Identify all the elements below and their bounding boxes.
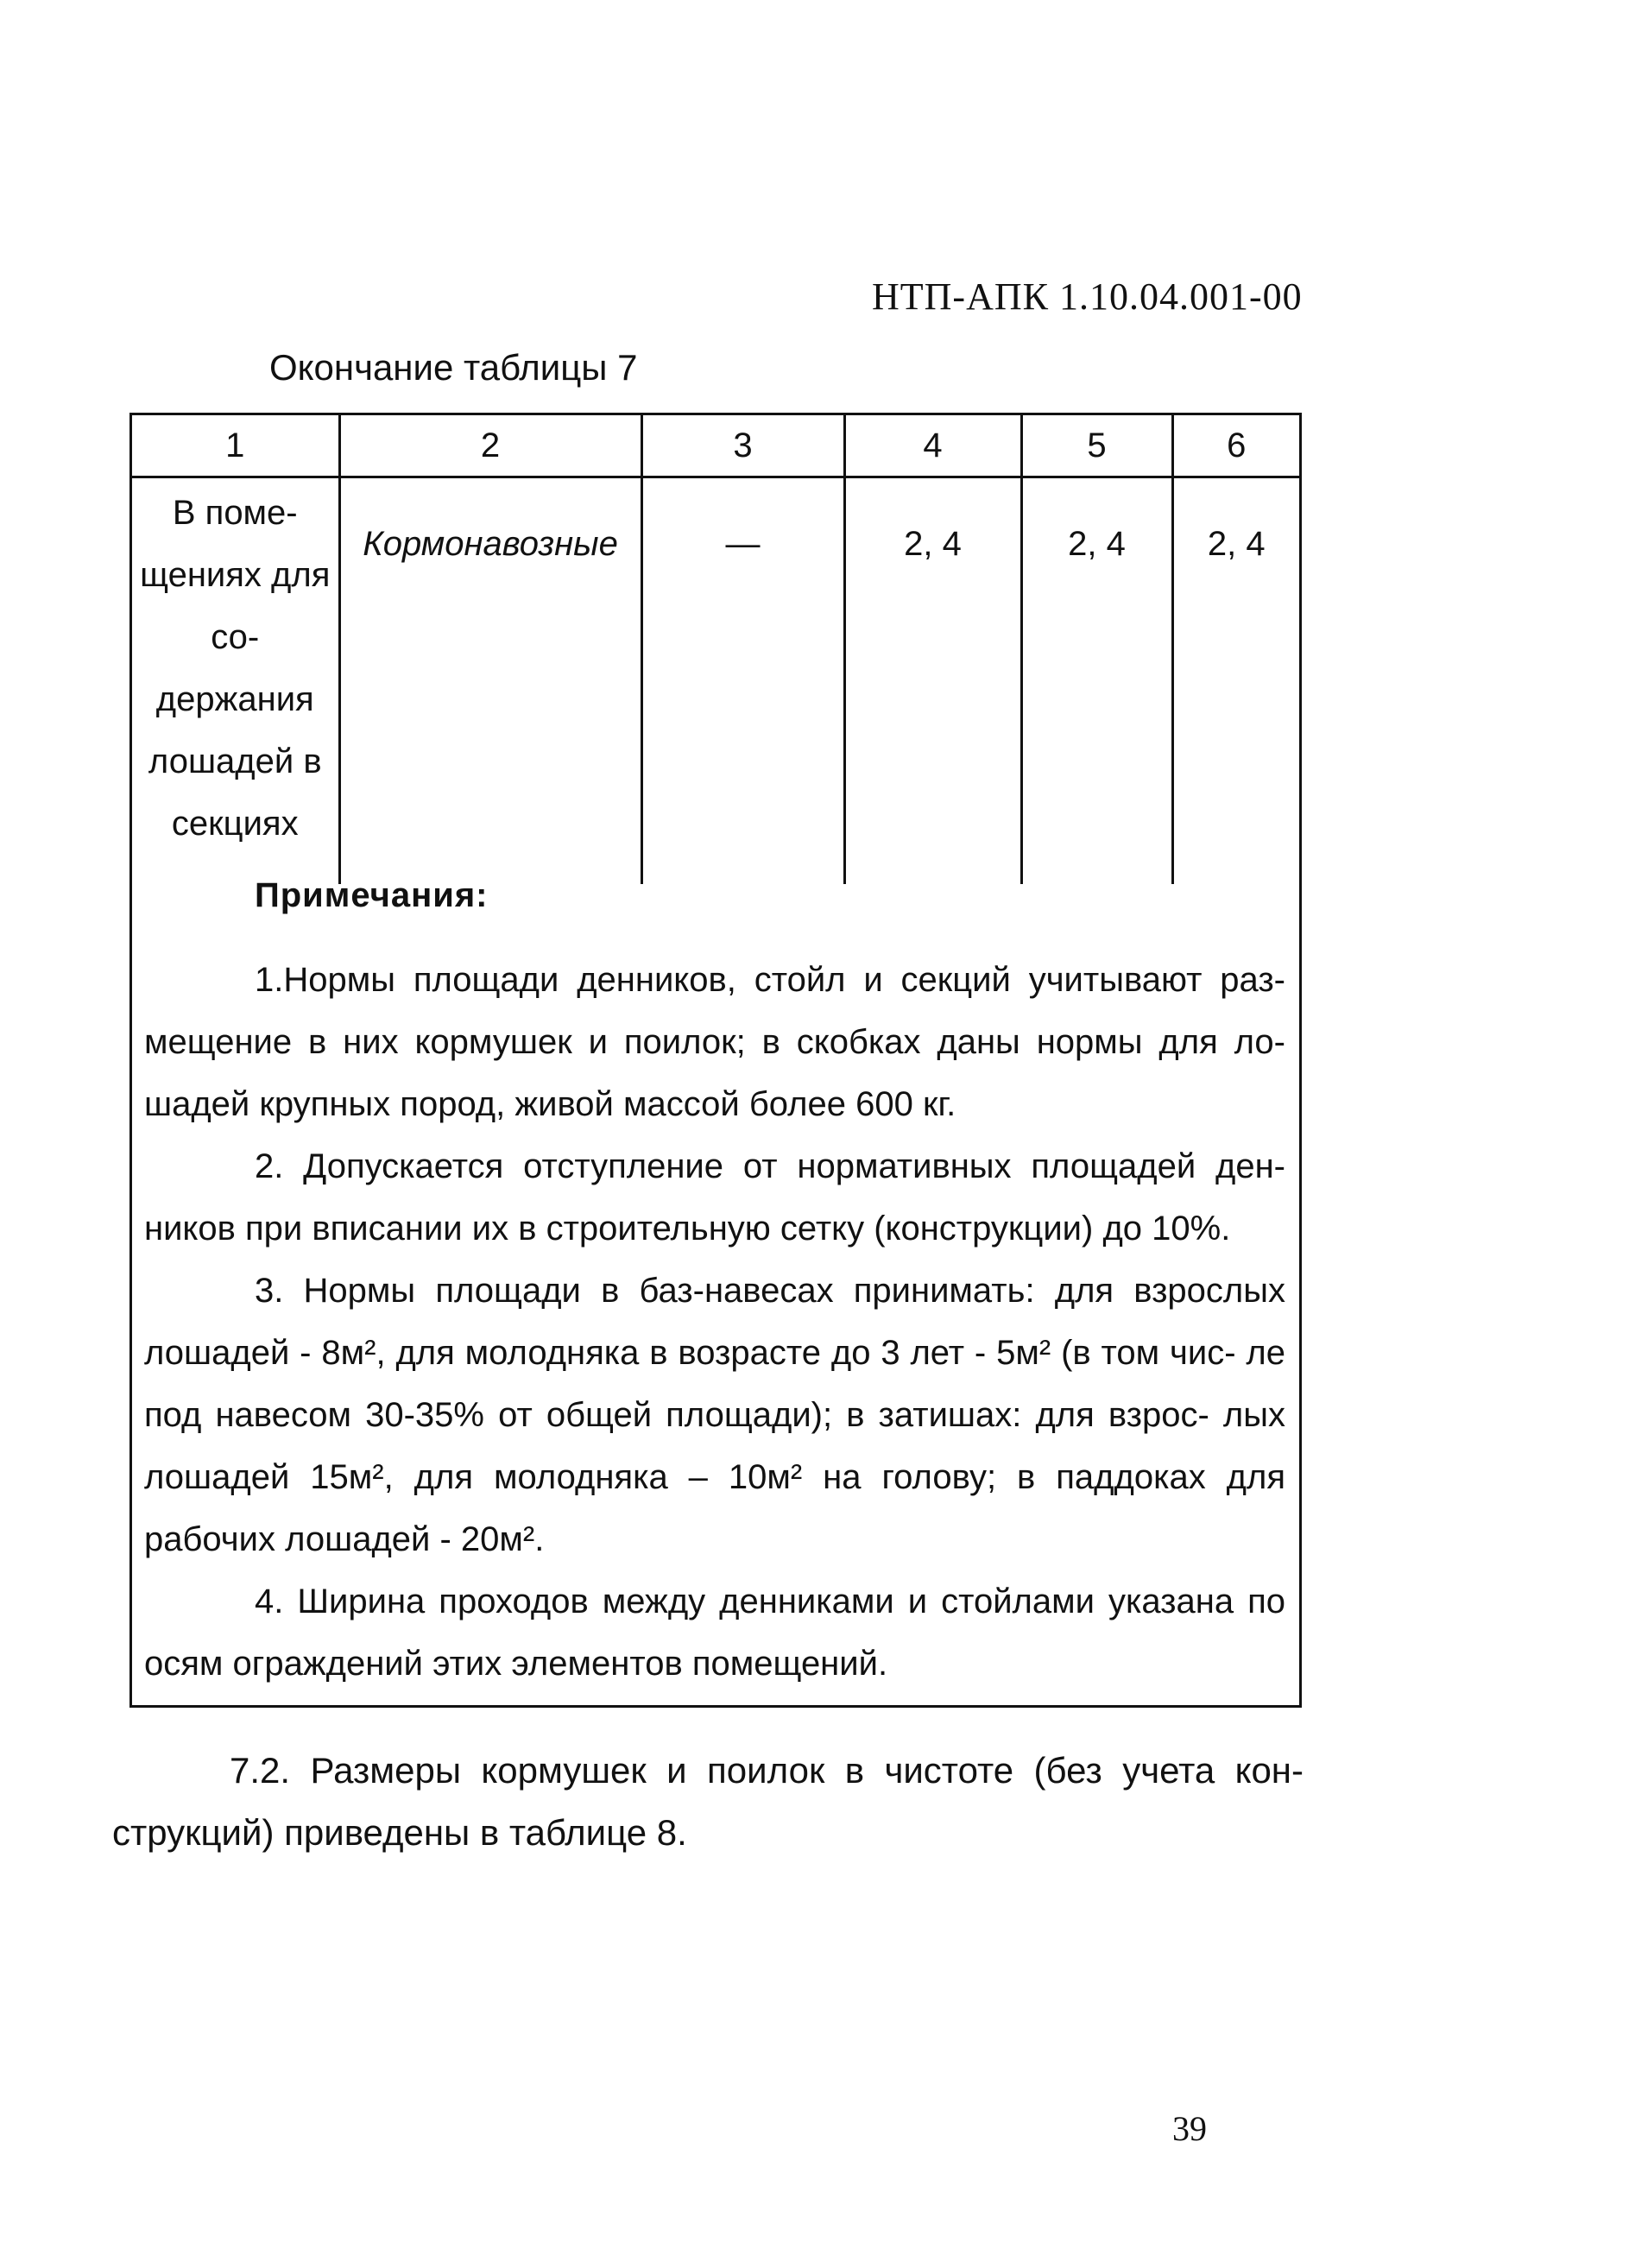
body-paragraph: 7.2. Размеры кормушек и поилок в чистоте (без учета кон- струкций) приведены в таблице 8.	[112, 1750, 1304, 1853]
column-header: 4	[844, 415, 1021, 477]
table-header-row	[132, 415, 1299, 477]
table-cell: 2, 4	[844, 477, 1021, 885]
note-item: 1.Нормы площади денников, стойл и секций учитывают раз- мещение в них кормушек и поилок; в скобках даны нормы для ло- шадей крупных пород, живой массой более 600 кг.	[144, 961, 1285, 1123]
note-item: 3. Нормы площади в баз-навесах принимать: для взрослых лошадей - 8м², для молодняка в возрасте до 3 лет - 5м² (в том чис- ле под навесом 30-35% от общей площади); в затишах: для взрос- лых лошадей 15м², для молодняка – 10м² на голову; в паддоках для рабочих лошадей - 20м².	[144, 1272, 1285, 1558]
column-header: 3	[641, 415, 844, 477]
table-container	[132, 415, 1299, 884]
column-header: 1	[132, 415, 339, 477]
table-caption: Окончание таблицы 7	[269, 347, 638, 388]
column-header: 5	[1021, 415, 1172, 477]
data-table	[132, 415, 1299, 884]
note-item: 4. Ширина проходов между денниками и стойлами указана по осям ограждений этих элементов помещений.	[144, 1583, 1285, 1683]
column-header: 2	[339, 415, 641, 477]
table-cell-place: В поме- щениях для со- держания лошадей в секциях	[132, 477, 339, 885]
table-cell-type: Кормонавозные	[339, 477, 641, 885]
page-number: 39	[1172, 2109, 1207, 2148]
notes-title: Примечания:	[255, 876, 489, 914]
table-cell: —	[641, 477, 844, 885]
table-row	[132, 477, 1299, 885]
notes-section	[144, 864, 1285, 1695]
table-cell: 2, 4	[1172, 477, 1299, 885]
note-item: 2. Допускается отступление от нормативных площадей ден- ников при вписании их в строительную сетку (конструкции) до 10%.	[144, 1147, 1285, 1248]
document-code: НТП-АПК 1.10.04.001-00	[872, 275, 1303, 318]
table-cell: 2, 4	[1021, 477, 1172, 885]
table-frame	[129, 413, 1302, 1708]
column-header: 6	[1172, 415, 1299, 477]
